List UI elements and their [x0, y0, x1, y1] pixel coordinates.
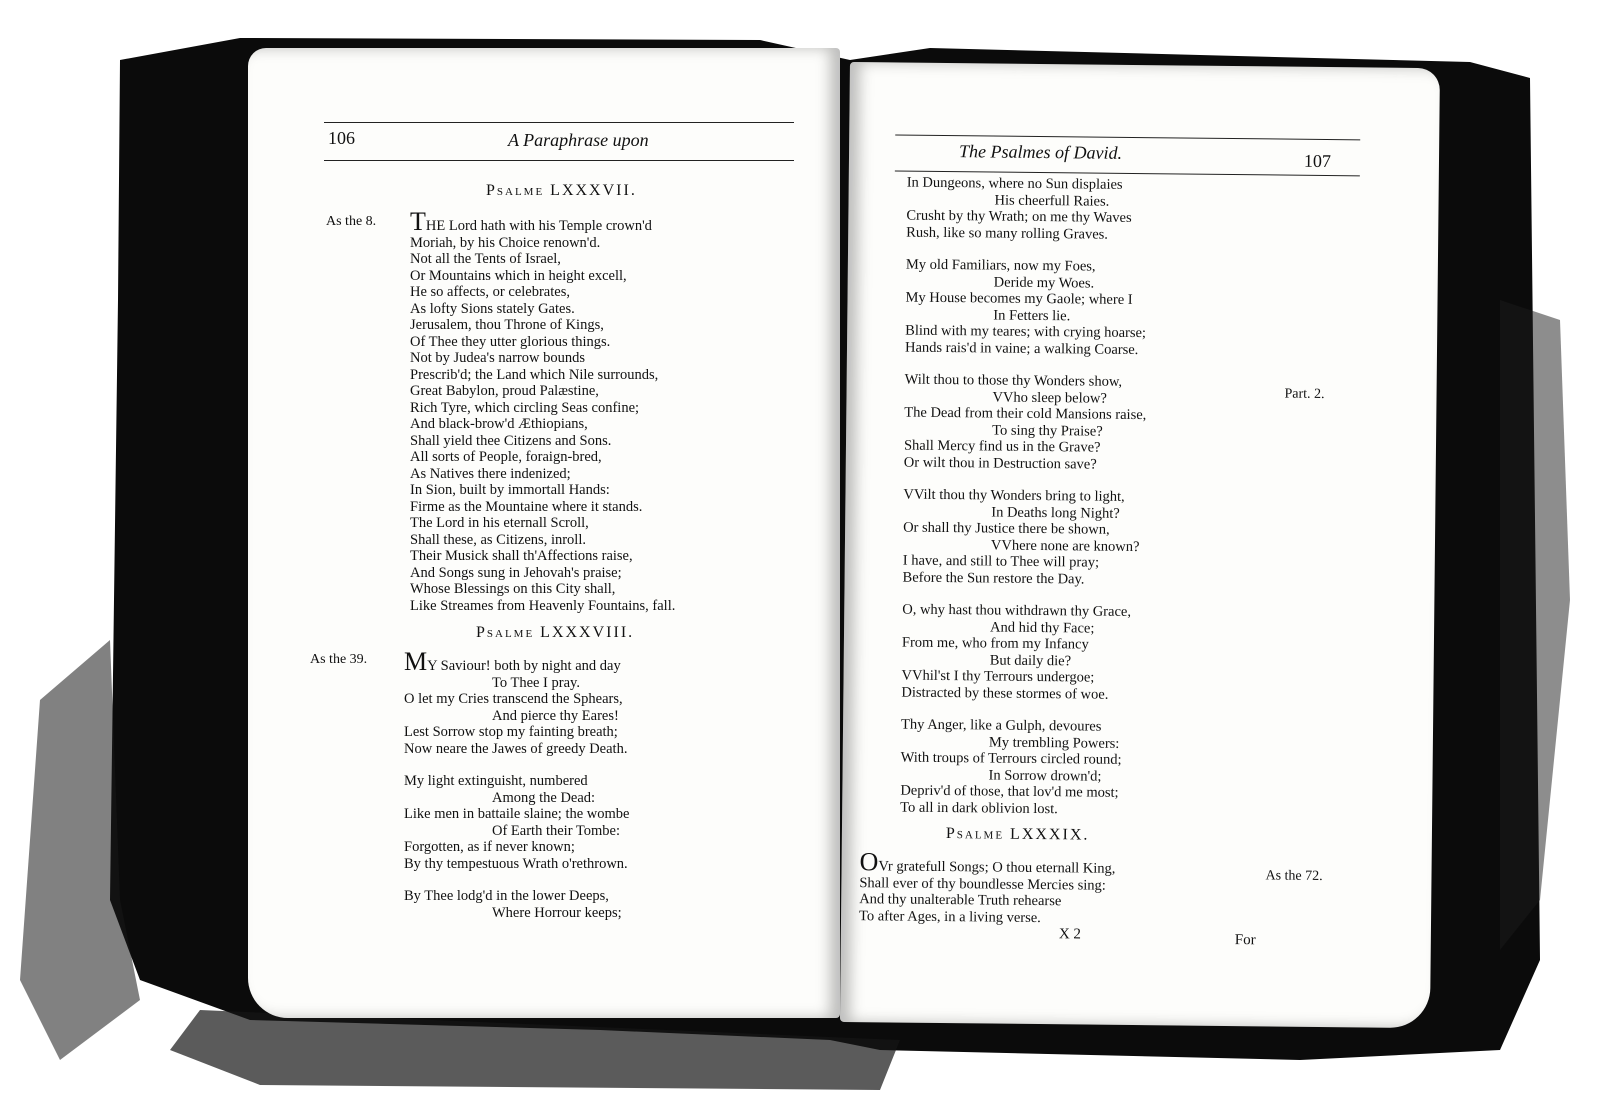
verse-line: And pierce thy Eares! — [492, 707, 619, 724]
verse-line: Now neare the Jawes of greedy Death. — [404, 740, 628, 757]
verse-line: Deride my Woes. — [993, 274, 1095, 292]
verse-line: VVhere none are known? — [990, 537, 1140, 555]
verse-line: Blind with my teares; with crying hoarse; — [905, 322, 1147, 342]
verse-line: Lest Sorrow stop my fainting breath; — [404, 724, 618, 740]
verse-line: By Thee lodg'd in the lower Deeps, — [404, 888, 609, 904]
verse-line: O let my Cries transcend the Sphears, — [404, 691, 623, 707]
verse-line: And thy unalterable Truth rehearse — [859, 891, 1062, 910]
verse-line: Not by Judea's narrow bounds — [410, 350, 585, 366]
psalm-87-verse — [410, 207, 676, 614]
verse-line: Depriv'd of those, that lov'd me most; — [900, 782, 1119, 801]
verse-line: Thy Anger, like a Gulph, devoures — [900, 716, 1102, 735]
verse-line: My old Familiars, now my Foes, — [905, 256, 1096, 275]
verse-line: Like Streames from Heavenly Fountains, fall. — [410, 597, 676, 614]
verse-line: Distracted by these stormes of woe. — [901, 684, 1109, 703]
verse-line: Hands rais'd in vaine; a walking Coarse. — [904, 339, 1139, 358]
verse-line: My light extinguisht, numbered — [404, 773, 588, 789]
verse-line: Rush, like so many rolling Graves. — [906, 224, 1109, 243]
psalm-88-verse — [404, 647, 630, 921]
verse-line: And black-brow'd Æthiopians, — [410, 416, 588, 432]
psalm-89-title: Psalme LXXXIX. — [945, 825, 1090, 844]
verse-line: Like men in battaile slaine; the wombe — [404, 806, 630, 822]
verse-line: Firme as the Mountaine where it stands. — [410, 498, 643, 515]
verse-line: In Sion, built by immortall Hands: — [410, 482, 610, 498]
verse-line: But daily die? — [989, 651, 1072, 669]
verse-line: And Songs sung in Jehovah's praise; — [410, 564, 622, 581]
psalm-88-title: Psalme LXXXVIII. — [476, 624, 635, 641]
verse-line: Of Earth their Tombe: — [492, 822, 620, 839]
verse-line: Before the Sun restore the Day. — [902, 569, 1085, 587]
verse-line: By thy tempestuous Wrath o'rethrown. — [404, 855, 628, 872]
verse-line: The Lord in his eternall Scroll, — [410, 515, 589, 531]
signature-mark: X 2 — [1058, 926, 1082, 943]
left-page — [248, 48, 840, 1018]
verse-line: O, why hast thou withdrawn thy Grace, — [902, 601, 1132, 620]
verse-line: Among the Dead: — [492, 789, 596, 806]
verse-line: I have, and still to Thee will pray; — [902, 552, 1100, 571]
verse-line: In Sorrow drown'd; — [988, 766, 1102, 785]
verse-line: Their Musick shall th'Affections raise, — [410, 548, 633, 564]
verse-line: To Thee I pray. — [492, 674, 580, 691]
verse-line: Shall yield thee Citizens and Sons. — [410, 432, 612, 449]
catchword: For — [1234, 932, 1256, 949]
verse-line: Of Thee they utter glorious things. — [410, 333, 611, 350]
verse-line: To all in dark oblivion lost. — [900, 799, 1058, 817]
verse-line: VVhil'st I thy Terrours undergoe; — [901, 667, 1095, 686]
verse-line: His cheerfull Raies. — [994, 192, 1110, 210]
psalm-89-verse — [858, 847, 1116, 927]
left-running-head: A Paraphrase upon — [508, 130, 649, 150]
verse-line: Rich Tyre, which circling Seas confine; — [410, 399, 640, 416]
verse-line: Where Horrour keeps; — [492, 904, 622, 921]
verse-line: With troups of Terrours circled round; — [900, 749, 1122, 768]
verse-line: As lofty Sions stately Gates. — [410, 300, 575, 317]
left-head-rule-top — [324, 122, 794, 123]
part-2-note: Part. 2. — [1284, 386, 1325, 402]
right-folio: 107 — [1303, 150, 1332, 172]
verse-line: In Dungeons, where no Sun displaies — [906, 174, 1123, 193]
verse-line: My House becomes my Gaole; where I — [905, 289, 1133, 308]
right-page — [840, 62, 1440, 1028]
psalm-89-margin-note: As the 72. — [1265, 868, 1323, 884]
left-folio: 106 — [328, 128, 355, 148]
verse-line: Jerusalem, thou Throne of Kings, — [410, 317, 604, 333]
verse-line: Great Babylon, proud Palæstine, — [410, 383, 599, 399]
verse-line: Moriah, by his Choice renown'd. — [410, 234, 601, 251]
verse-line: OVr gratefull Songs; O thou eternall King, — [859, 847, 1116, 877]
verse-line: THE Lord hath with his Temple crown'd — [410, 207, 652, 236]
verse-line: Wilt thou to those thy Wonders show, — [904, 371, 1123, 390]
psalm-88-continuation-verse — [900, 175, 1149, 818]
verse-line: Prescrib'd; the Land which Nile surrounds, — [410, 366, 659, 383]
verse-line: MY Saviour! both by night and day — [404, 647, 621, 676]
verse-line: He so affects, or celebrates, — [410, 284, 570, 300]
verse-line: To after Ages, in a living verse. — [858, 907, 1041, 926]
right-running-head: The Psalmes of David. — [958, 141, 1123, 163]
verse-line: In Fetters lie. — [993, 307, 1071, 324]
verse-line: Or Mountains which in height excell, — [410, 267, 627, 284]
verse-line: All sorts of People, foraign-bred, — [410, 449, 602, 465]
verse-line: Shall ever of thy boundlesse Mercies sing: — [859, 874, 1106, 894]
verse-line: Shall Mercy find us in the Grave? — [903, 437, 1101, 456]
psalm-87-title: Psalme LXXXVII. — [486, 182, 637, 199]
verse-line: To sing thy Praise? — [992, 422, 1103, 440]
verse-line: My trembling Powers: — [988, 733, 1120, 752]
verse-line: The Dead from their cold Mansions raise, — [904, 404, 1147, 424]
verse-line: As Natives there indenized; — [410, 465, 571, 482]
verse-line: VVho sleep below? — [992, 389, 1107, 407]
psalm-87-margin-note: As the 8. — [326, 214, 377, 229]
verse-line: Or wilt thou in Destruction save? — [903, 454, 1097, 473]
verse-line: From me, who from my Infancy — [901, 634, 1089, 653]
verse-line: In Deaths long Night? — [991, 504, 1120, 522]
left-head-rule-bottom — [324, 160, 794, 161]
verse-line: Not all the Tents of Israel, — [410, 251, 561, 267]
verse-line: Crusht by thy Wrath; on me thy Waves — [906, 207, 1132, 226]
verse-line: And hid thy Face; — [990, 618, 1095, 637]
verse-line: Whose Blessings on this City shall, — [410, 581, 616, 597]
verse-line: Forgotten, as if never known; — [404, 839, 575, 855]
verse-line: VVilt thou thy Wonders bring to light, — [903, 486, 1125, 505]
verse-line: Or shall thy Justice there be shown, — [903, 519, 1110, 538]
right-head-rule-top — [895, 134, 1360, 140]
verse-line: Shall these, as Citizens, inroll. — [410, 531, 586, 548]
psalm-88-margin-note: As the 39. — [310, 652, 368, 667]
